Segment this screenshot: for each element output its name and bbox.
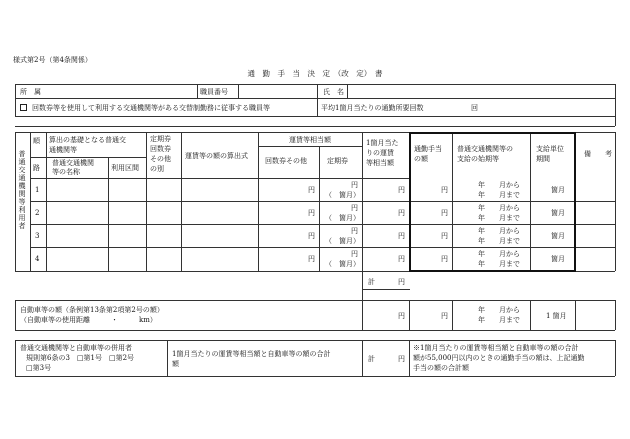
shikyu-label-2: 支給の始期等 (457, 155, 499, 163)
table-border (30, 224, 615, 225)
row-kaisuken-yen: 円 (308, 209, 315, 217)
car-label-2: （自動車等の使用距離 ・ km） (20, 316, 157, 324)
table-border (15, 300, 16, 330)
table-border (15, 340, 615, 341)
tani-label-1: 支給単位 (536, 145, 564, 153)
table-border (15, 330, 615, 331)
row-number: 2 (35, 209, 40, 217)
ro-label: 路 (33, 164, 40, 172)
table-border (46, 132, 47, 271)
table-border (347, 84, 348, 98)
tani-label-2: 期間 (536, 155, 550, 163)
kaisuken-label: 回数券その他 (265, 157, 307, 165)
row-unit: 箇月 (551, 209, 565, 217)
table-border (258, 132, 259, 271)
row-ikkagetsu-yen: 円 (398, 209, 405, 217)
table-border (15, 116, 615, 117)
santei-label: 運賃等の額の算出式 (185, 152, 248, 160)
bold-border (409, 270, 575, 272)
unchin-header: 運賃等相当額 (289, 136, 331, 144)
row-shiki-from: 年 月から (478, 181, 520, 189)
table-border (30, 178, 410, 179)
row-unit: 箇月 (551, 232, 565, 240)
car-unit: 1 箇月 (546, 312, 567, 320)
row-unit: 箇月 (551, 186, 565, 194)
table-border (108, 157, 109, 271)
car-yen-1: 円 (398, 312, 405, 320)
form-title: 通 勤 手 当 決 定 （改 定） 書 (247, 69, 383, 78)
row-teiki-yen: 円 (351, 227, 358, 235)
table-border (409, 300, 410, 330)
row-kaisuken-yen: 円 (308, 232, 315, 240)
row-number: 4 (35, 255, 40, 263)
row-shiki-to: 年 月まで (478, 237, 520, 245)
table-border (15, 84, 16, 116)
biko-label: 備 考 (584, 150, 612, 158)
bold-border (574, 132, 576, 272)
table-border (30, 201, 615, 202)
car-label-1: 自動車等の額（条例第13条第2項第2号の額） (20, 306, 164, 314)
bold-border (409, 132, 411, 272)
dan-label: 順 (33, 137, 40, 145)
bottom-total-yen: 円 (398, 355, 405, 363)
row-teiki-months: （ 箇月） (325, 191, 360, 199)
note-line-3: 手当の額の合計額 (413, 364, 469, 372)
total-yen: 円 (398, 278, 405, 286)
tsukin-teate-label-2: の額 (414, 155, 428, 163)
ikkagetsu-label-3: 等相当額 (366, 159, 394, 167)
table-border (530, 132, 531, 271)
gokei-label-1: 1箇月当たりの運賃等相当額と自動車等の額の合計 (172, 350, 331, 358)
row-shiki-from: 年 月から (478, 250, 520, 258)
table-border (197, 84, 198, 98)
row-ikkagetsu-yen: 円 (398, 255, 405, 263)
teiki-label-1: 定期券 (150, 135, 171, 143)
teiki-label-4: の別 (150, 165, 164, 173)
row-number: 3 (35, 232, 40, 240)
table-border (15, 300, 615, 301)
notice-text: 回数券等を使用して利用する交通機関等がある交替制勤務に従事する職員等 (32, 104, 270, 112)
table-border (575, 300, 576, 330)
avg-count-label: 平均1箇月当たりの通勤所要回数 (321, 104, 424, 112)
table-border (238, 84, 239, 98)
row-teate-yen: 円 (441, 232, 448, 240)
bold-border (409, 132, 575, 134)
table-border (317, 84, 318, 98)
row-teate-yen: 円 (441, 209, 448, 217)
row-ikkagetsu-yen: 円 (398, 232, 405, 240)
shikyu-label-1: 普通交通機関等の (457, 145, 513, 153)
table-border (319, 146, 320, 271)
row-shiki-to: 年 月まで (478, 214, 520, 222)
table-border (30, 132, 31, 271)
table-border (615, 340, 616, 376)
table-border (362, 340, 363, 376)
shokuin-bango-label: 職員番号 (200, 88, 228, 96)
table-border (30, 247, 615, 248)
teikiken-label: 定期券 (327, 157, 348, 165)
ikkagetsu-label-2: りの運賃 (366, 149, 394, 157)
table-border (15, 340, 16, 376)
kai-unit: 回 (471, 104, 478, 112)
heiyo-label-2: 規則第6条の3 □第1号 □第2号 (26, 354, 135, 362)
row-kaisuken-yen: 円 (308, 255, 315, 263)
table-border (30, 157, 146, 158)
heiyo-label-1: 普通交通機関等と自動車等の併用者 (20, 344, 132, 352)
ikkagetsu-label-1: 1箇月当た (366, 139, 399, 147)
kikan-name-label-1: 普通交通機関 (52, 159, 94, 167)
side-label: 普通交通機関等利用者 (18, 150, 26, 230)
table-border (362, 132, 363, 300)
notice-checkbox[interactable] (20, 104, 27, 111)
bottom-total-label: 計 (368, 355, 375, 363)
kikan-name-label-2: 等の名称 (52, 168, 80, 176)
row-ikkagetsu-yen: 円 (398, 186, 405, 194)
table-border (452, 300, 453, 330)
table-border (615, 132, 616, 271)
row-shiki-to: 年 月まで (478, 260, 520, 268)
table-border (615, 300, 616, 330)
row-kaisuken-yen: 円 (308, 186, 315, 194)
table-border (15, 126, 615, 127)
table-border (530, 300, 531, 330)
form-number: 様式第2号（第4条関係） (13, 56, 92, 64)
table-border (15, 84, 615, 85)
table-border (362, 300, 363, 330)
kijun-label-1: 算出の基礎となる普通交 (49, 136, 126, 144)
table-border (258, 146, 362, 147)
table-border (452, 132, 453, 271)
row-number: 1 (35, 186, 40, 194)
heiyo-label-3: □第3号 (26, 364, 52, 372)
row-teiki-months: （ 箇月） (325, 260, 360, 268)
row-shiki-from: 年 月から (478, 204, 520, 212)
teiki-label-3: その他 (150, 155, 171, 163)
kijun-label-2: 通機関等 (49, 146, 77, 154)
table-border (15, 376, 615, 377)
table-border (317, 98, 318, 116)
tsukin-teate-label-1: 通勤手当 (414, 145, 442, 153)
car-yen-2: 円 (441, 312, 448, 320)
note-line-1: ※1箇月当たりの運賃等相当額と自動車等の額の合計 (413, 344, 579, 352)
car-to: 年 月まで (478, 316, 520, 324)
note-line-2: 額が55,000円以内のときの通勤手当の額は、上記通勤 (413, 354, 585, 362)
row-teiki-months: （ 箇月） (325, 237, 360, 245)
shozoku-label: 所 属 (20, 88, 41, 96)
table-border (409, 340, 410, 376)
row-shiki-to: 年 月まで (478, 191, 520, 199)
row-teiki-months: （ 箇月） (325, 214, 360, 222)
kukan-label: 利用区間 (111, 164, 139, 172)
teiki-label-2: 回数券 (150, 145, 171, 153)
row-teate-yen: 円 (441, 186, 448, 194)
row-teate-yen: 円 (441, 255, 448, 263)
row-unit: 箇月 (551, 255, 565, 263)
table-border (15, 132, 16, 271)
row-teiki-yen: 円 (351, 204, 358, 212)
table-border (181, 132, 182, 271)
total-label: 計 (368, 278, 375, 286)
row-teiki-yen: 円 (351, 250, 358, 258)
car-from: 年 月から (478, 306, 520, 314)
table-border (15, 98, 615, 99)
row-shiki-from: 年 月から (478, 227, 520, 235)
table-border (362, 289, 410, 290)
shimei-label: 氏 名 (323, 88, 344, 96)
table-border (615, 84, 616, 126)
row-teiki-yen: 円 (351, 181, 358, 189)
table-border (146, 132, 147, 271)
table-border (167, 340, 168, 376)
gokei-label-2: 額 (172, 360, 179, 368)
